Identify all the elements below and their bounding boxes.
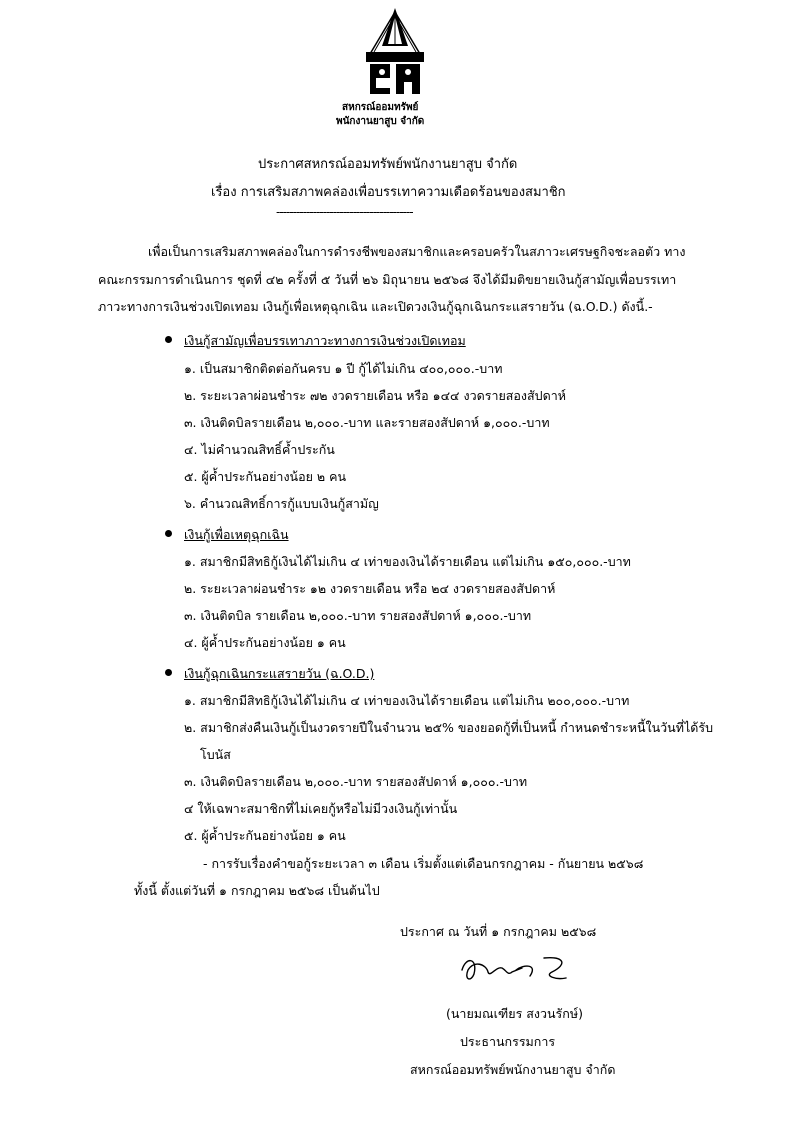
list-item: ๔. ผู้ค้ำประกันอย่างน้อย ๑ คน xyxy=(184,635,346,650)
section-note: - การรับเรื่องคำขอกู้ระยะเวลา ๓ เดือน เริ่มตั้งแต่เดือนกรกฎาคม - กันยายน ๒๕๖๘ xyxy=(203,856,644,871)
list-item: ๓. เงินติดบิลรายเดือน ๒,๐๐๐.-บาท รายสองสัปดาห์ ๑,๐๐๐.-บาท xyxy=(184,774,528,789)
signer-organization: สหกรณ์ออมทรัพย์พนักงานยาสูบ จำกัด xyxy=(410,1062,616,1077)
list-item: ๒. ระยะเวลาผ่อนชำระ ๑๒ งวดรายเดือน หรือ ๒๔ งวดรายสองสัปดาห์ xyxy=(184,581,556,596)
list-item: ๓. เงินติดบิลรายเดือน ๒,๐๐๐.-บาท และรายสองสัปดาห์ ๑,๐๐๐.-บาท xyxy=(184,415,550,430)
intro-line-1: เพื่อเป็นการเสริมสภาพคล่องในการดำรงชีพของสมาชิกและครอบครัวในสภาวะเศรษฐกิจชะลอตัว ทาง xyxy=(148,244,686,259)
signer-name: (นายมณเฑียร สงวนรักษ์) xyxy=(446,1006,583,1021)
list-item-continuation: โบนัส xyxy=(200,747,231,762)
signature xyxy=(452,950,572,994)
logo-text-line2: พนักงานยาสูบ จำกัด xyxy=(336,116,425,127)
intro-line-3: ภาวะทางการเงินช่วงเปิดเทอม เงินกู้เพื่อเหตุฉุกเฉิน และเปิดวงเงินกู้ฉุกเฉินกระแสรายวัน (ฉ.O.D.) ดังนี้.- xyxy=(98,299,653,314)
bullet-icon xyxy=(165,669,172,676)
list-item: ๒. ระยะเวลาผ่อนชำระ ๗๒ งวดรายเดือน หรือ ๑๔๔ งวดรายสองสัปดาห์ xyxy=(184,388,566,403)
section-heading-od-loan: เงินกู้ฉุกเฉินกระแสรายวัน (ฉ.O.D.) xyxy=(184,666,375,681)
list-item: ๑. เป็นสมาชิกติดต่อกันครบ ๑ ปี กู้ได้ไม่เกิน ๔๐๐,๐๐๐.-บาท xyxy=(184,361,503,376)
document-title: ประกาศสหกรณ์ออมทรัพย์พนักงานยาสูบ จำกัด xyxy=(258,157,518,172)
list-item: ๓. เงินติดบิล รายเดือน ๒,๐๐๐.-บาท รายสองสัปดาห์ ๑,๐๐๐.-บาท xyxy=(184,608,532,623)
bullet-icon xyxy=(165,336,172,343)
logo-emblem-icon xyxy=(330,6,460,106)
section-heading-emergency-loan: เงินกู้เพื่อเหตุฉุกเฉิน xyxy=(184,527,289,542)
list-item: ๑. สมาชิกมีสิทธิกู้เงินได้ไม่เกิน ๔ เท่าของเงินได้รายเดือน แต่ไม่เกิน ๑๕๐,๐๐๐.-บาท xyxy=(184,554,631,569)
list-item: ๑. สมาชิกมีสิทธิกู้เงินได้ไม่เกิน ๔ เท่าของเงินได้รายเดือน แต่ไม่เกิน ๒๐๐,๐๐๐.-บาท xyxy=(184,693,630,708)
list-item: ๒. สมาชิกส่งคืนเงินกู้เป็นงวดรายปีในจำนวน ๒๕% ของยอดกู้ที่เป็นหนี้ กำหนดชำระหนี้ในวันที่ได้รับ xyxy=(184,720,713,735)
logo-text-line1: สหกรณ์ออมทรัพย์ xyxy=(342,102,419,113)
list-item: ๔. ไม่คำนวณสิทธิ์ค้ำประกัน xyxy=(184,442,335,457)
intro-line-2: คณะกรรมการดำเนินการ ชุดที่ ๔๒ ครั้งที่ ๕ วันที่ ๒๖ มิถุนายน ๒๕๖๘ จึงได้มีมติขยายเงินกู้สามัญเพื่อบรรเทา xyxy=(98,272,677,287)
list-item: ๖. คำนวณสิทธิ์การกู้แบบเงินกู้สามัญ xyxy=(184,496,379,511)
list-item: ๕. ผู้ค้ำประกันอย่างน้อย ๑ คน xyxy=(184,828,346,843)
document-subject: เรื่อง การเสริมสภาพคล่องเพื่อบรรเทาความเดือดร้อนของสมาชิก xyxy=(211,185,566,200)
list-item: ๔ ให้เฉพาะสมาชิกที่ไม่เคยกู้หรือไม่มีวงเงินกู้เท่านั้น xyxy=(184,801,458,816)
list-item: ๕. ผู้ค้ำประกันอย่างน้อย ๒ คน xyxy=(184,469,347,484)
bullet-icon xyxy=(165,530,172,537)
effective-date: ทั้งนี้ ตั้งแต่วันที่ ๑ กรกฎาคม ๒๕๖๘ เป็นต้นไป xyxy=(134,883,380,898)
signer-position: ประธานกรรมการ xyxy=(460,1034,556,1049)
section-heading-regular-loan: เงินกู้สามัญเพื่อบรรเทาภาวะทางการเงินช่วงเปิดเทอม xyxy=(184,333,466,348)
title-divider: ----------------------------------------- xyxy=(276,205,413,219)
announce-date: ประกาศ ณ วันที่ ๑ กรกฎาคม ๒๕๖๘ xyxy=(400,924,597,939)
